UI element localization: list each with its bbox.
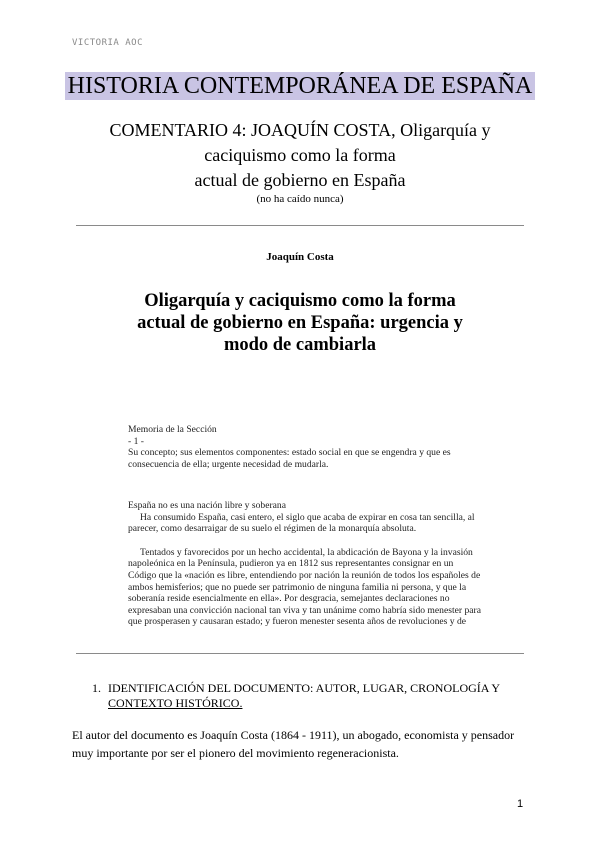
top-divider [76, 225, 524, 226]
body-line: Ha consumido España, casi entero, el siglo que acaba de expirar en cosa tan sencilla, al [140, 511, 475, 523]
body-paragraph [72, 726, 528, 762]
embedded-body [128, 500, 488, 628]
paragraph-line: El autor del documento es Joaquín Costa (1864 - 1911), un abogado, economista y pensador [72, 728, 515, 742]
body-line: Código que la «nación es libre, entendiendo por nación la reunión de todos los españoles de [128, 569, 481, 581]
page-title [0, 73, 600, 100]
page-number: 1 [517, 798, 524, 810]
body-line: ambos hemisferios; que no puede ser patrimonio de ninguna familia ni persona, y que la [128, 581, 467, 593]
embedded-section-title: España no es una nación libre y soberana [128, 500, 286, 511]
embedded-title-line: actual de gobierno en España: urgencia y [137, 313, 463, 333]
paragraph-line: muy importante por ser el pionero del movimiento regeneracionista. [72, 746, 399, 760]
embedded-author: Joaquín Costa [266, 251, 334, 263]
subtitle-line: caciquismo como la forma [204, 145, 396, 165]
section-heading [92, 681, 522, 711]
section-number: 1. [92, 681, 101, 695]
header-watermark: VICTORIA AOC [72, 38, 144, 48]
body-line: parecer, como desarraigar de su suelo el régimen de la monarquía absoluta. [128, 523, 417, 535]
body-line: que prosperasen y causaran estado; y fueron menester sesenta años de revoluciones y de [128, 616, 467, 628]
subtitle-note: (no ha caído nunca) [256, 193, 344, 205]
memo-line: consecuencia de ella; urgente necesidad de mudarla. [128, 458, 329, 470]
memo-line: - 1 - [128, 435, 144, 447]
body-line: expresaban una convicción nacional tan viva y tan unánime como habría sido menester para [128, 604, 481, 616]
memo-line: Memoria de la Sección [128, 424, 217, 435]
subtitle-line: actual de gobierno en España [194, 170, 406, 190]
section-heading-line: IDENTIFICACIÓN DEL DOCUMENTO: AUTOR, LUGAR, CRONOLOGÍA Y [108, 681, 500, 695]
body-line: napoleónica en la Península, pudieron ya en 1812 sus representantes consignar en un [128, 558, 454, 570]
subtitle-line: COMENTARIO 4: JOAQUÍN COSTA, Oligarquía y [109, 120, 491, 140]
embedded-title [100, 290, 500, 356]
page-title-text: HISTORIA CONTEMPORÁNEA DE ESPAÑA [65, 72, 536, 100]
section-heading-line: CONTEXTO HISTÓRICO. [108, 696, 243, 710]
body-line: soberanía reside esencialmente en ella». Por desgracia, semejantes declaraciones no [128, 593, 450, 605]
memo-line: Su concepto; sus elementos componentes: estado social en que se engendra y que es [128, 447, 451, 458]
embedded-title-line: modo de cambiarla [223, 335, 377, 355]
embedded-memo [128, 424, 468, 470]
document-subtitle [60, 118, 540, 193]
body-line: Tentados y favorecidos por un hecho accidental, la abdicación de Bayona y la invasión [140, 546, 473, 558]
bottom-divider [76, 653, 524, 654]
embedded-title-line: Oligarquía y caciquismo como la forma [144, 291, 456, 311]
